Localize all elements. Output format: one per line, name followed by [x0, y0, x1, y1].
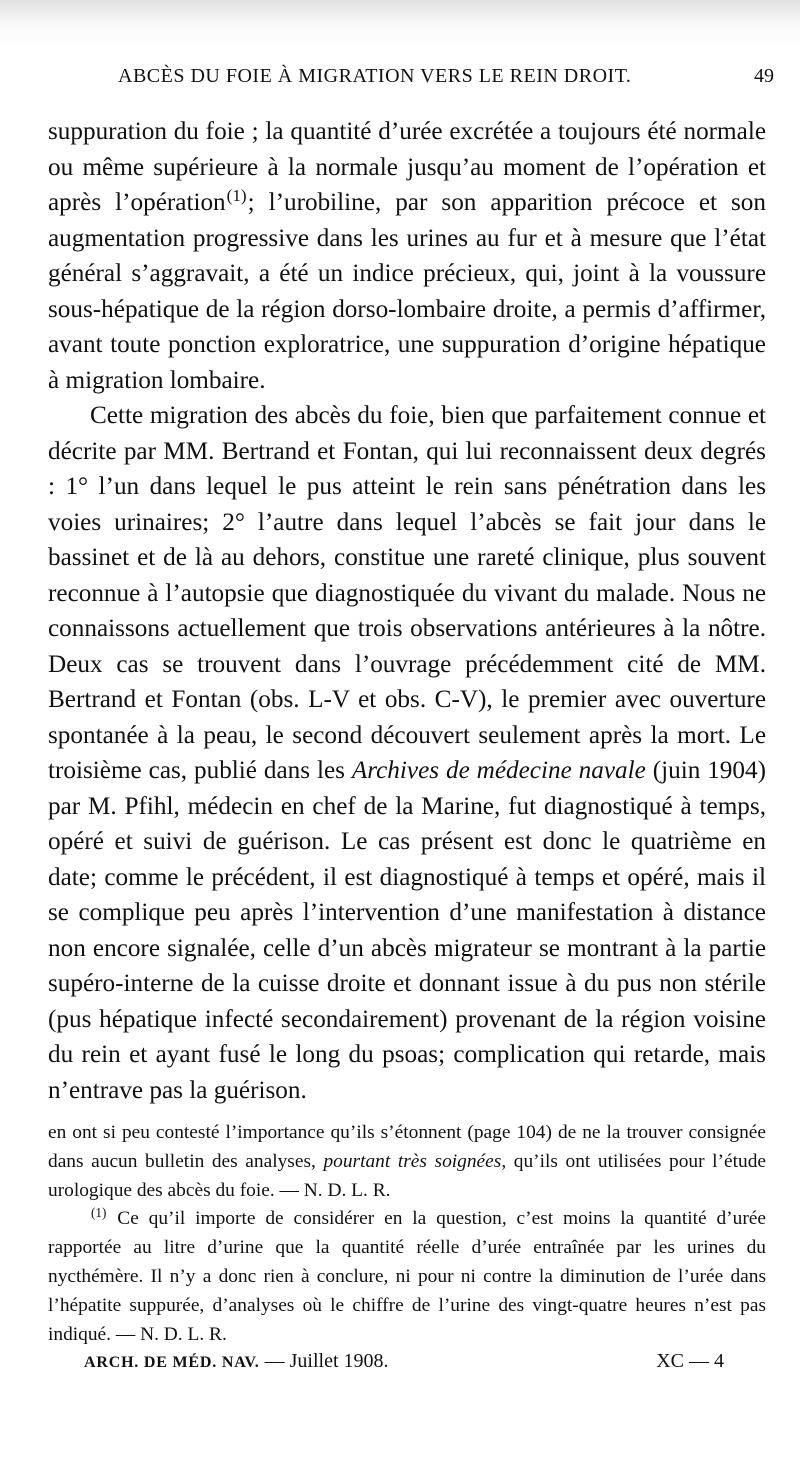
main-text: [48, 114, 766, 1108]
footnote-1-text: Ce qu’il importe de considérer en la question, c’est moins la quantité d’urée rapportée au litre d’urine que la quantité réelle d’urée entraînée par les urines du nycthémère. Il n’y a donc rien à conclure, ni pour ni contre la diminution de l’urée dans l’hépatite suppurée, d’analyses où le chiffre de l’urine des vingt-quatre heures n’est pas indiqué. — N. D. L. R.: [48, 1208, 766, 1345]
continued-note-text-end: , qu’ils ont utilisées pour l’étude urologique des abcès du foie. — N. D. L. R.: [48, 1150, 767, 1201]
paragraph-2-text-start: Cette migration des abcès du foie, bien que parfaitement connue et décrite par MM. Bertrand et Fontan, qui lui reconnaissent deux degrés : 1° l’un dans lequel le pus atteint le rein sans pénétration dans les voies urinaires; 2° l’autre dans lequel l’abcès se fait jour dans le bassinet et de là au dehors, constitue une rareté clinique, plus souvent reconnue à l’autopsie que diagnostiquée du vivant du malade. Nous ne connaissons actuellement que trois observations antérieures à la nôtre. Deux cas se trouvent dans l’ouvrage précédemment cité de MM. Bertrand et Fontan (obs. L-V et obs. C-V), le premier avec ouverture spontanée à la peau, le second découvert seulement après la mort. Le troisième cas, publié dans les: [48, 402, 766, 784]
paragraph-1: [48, 114, 766, 398]
footnote-reference-1: (1): [226, 185, 247, 205]
page-header: [118, 65, 774, 101]
paragraph-2-text-end: (juin 1904) par M. Pfihl, médecin en chef de la Marine, fut diagnostiqué à temps, opéré et suivi de guérison. Le cas présent est donc le quatrième en date; comme le précédent, il est diagnostiqué à temps et opéré, mais il se complique peu après l’intervention d’une manifestation à distance non encore signalée, celle d’un abcès migrateur se montrant à la partie supéro-interne de la cuisse droite et donnant issue à du pus non stérile (pus hépatique infecté secondairement) provenant de la région voisine du rein et ayant fusé le long du psoas; complication qui retarde, mais n’entrave pas la guérison.: [48, 757, 766, 1104]
paragraph-2: [48, 398, 766, 1108]
page-number: 49: [754, 65, 774, 87]
continued-note-text-start: en ont si peu contesté l’importance qu’ils s’étonnent (page 104) de ne la trouver consignée dans aucun bulletin des analyses,: [48, 1122, 766, 1172]
continued-note-italic: pourtant très soignées: [323, 1150, 502, 1172]
scan-shadow: [0, 0, 800, 52]
footnotes: [48, 1119, 766, 1349]
footnote-1: [48, 1205, 766, 1349]
running-title: ABCÈS DU FOIE À MIGRATION VERS LE REIN DROIT.: [118, 65, 632, 87]
journal-title: Archives de médecine navale: [351, 757, 646, 784]
footnote-1-marker: (1): [91, 1204, 107, 1220]
footer-journal-info: [84, 1350, 389, 1373]
page-footer: [84, 1350, 724, 1384]
continued-note: [48, 1119, 766, 1205]
paragraph-1-text-end: ; l’urobiline, par son apparition précoce et son augmentation progressive dans les urines au fur et à mesure que l’état général s’aggravait, a été un indice précieux, qui, joint à la voussure sous-hépatique de la région dorso-lombaire droite, a permis d’affirmer, avant toute ponction exploratrice, une suppuration d’origine hépatique à migration lombaire.: [48, 189, 766, 394]
paragraph-1-text-start: suppuration du foie ; la quantité d’urée excrétée a toujours été normale ou même supérieure à la normale jusqu’au moment de l’opération et après l’opération: [48, 118, 766, 216]
footer-journal: ARCH. DE MÉD. NAV.: [84, 1354, 260, 1371]
footer-date: — Juillet 1908.: [264, 1350, 389, 1372]
footer-signature: XC — 4: [656, 1350, 724, 1372]
